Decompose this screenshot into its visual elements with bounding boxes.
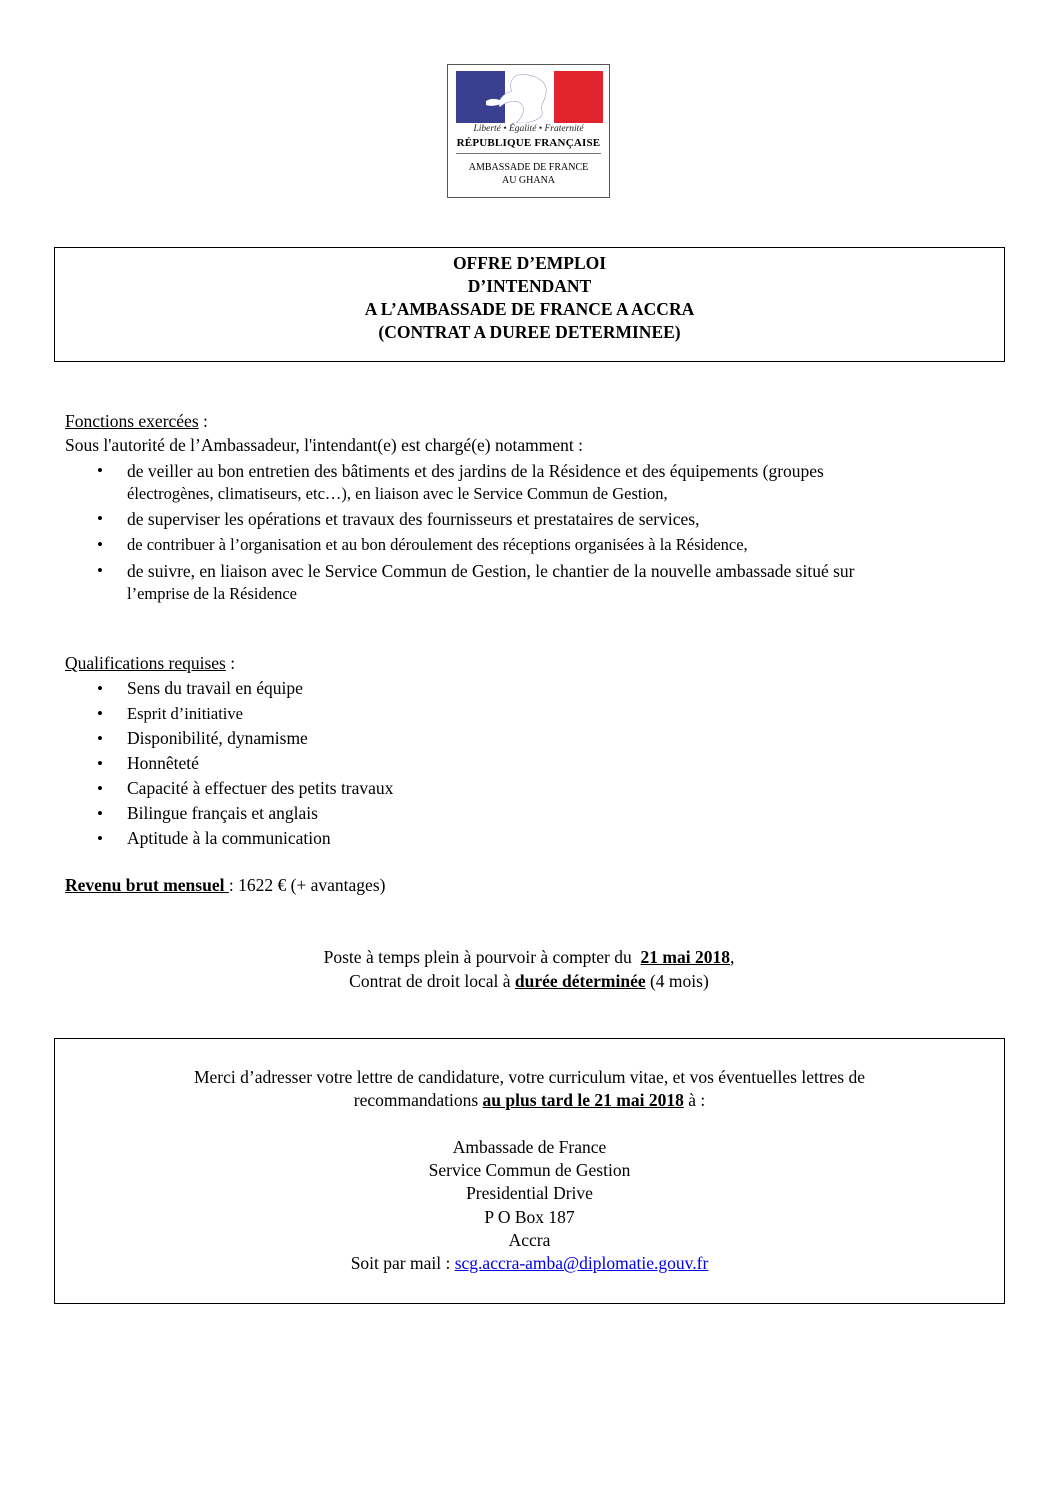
title-line-3: A L’AMBASSADE DE FRANCE A ACCRA: [364, 299, 695, 319]
revenu-label: Revenu brut mensuel: [65, 875, 229, 895]
fonctions-item-1-cont: électrogènes, climatiseurs, etc…), en liaison avec le Service Commun de Gestion,: [127, 484, 668, 503]
poste-duration: durée déterminée: [514, 971, 646, 991]
qualification-5: Capacité à effectuer des petits travaux: [127, 778, 394, 798]
list-item: [65, 726, 393, 751]
revenu-line: [65, 873, 385, 897]
list-item: [65, 507, 854, 531]
fonctions-list: [65, 459, 854, 605]
qualification-4: Honnêteté: [127, 753, 199, 773]
title-line-2: D’INTENDANT: [467, 276, 592, 296]
address-line-4: P O Box 187: [484, 1207, 575, 1227]
address-line-5: Accra: [508, 1230, 551, 1250]
contact-line-2: [55, 1090, 1004, 1111]
qualifications-heading: Qualifications requises: [65, 653, 226, 673]
contact-line-2-suffix: à :: [683, 1090, 706, 1110]
list-item: [65, 826, 393, 851]
qualification-3: Disponibilité, dynamisme: [127, 728, 308, 748]
logo-embassy-line2: AU GHANA: [501, 175, 556, 186]
qualification-2: Esprit d’initiative: [127, 704, 243, 723]
poste-line-1-prefix: Poste à temps plein à pourvoir à compter du: [323, 947, 641, 967]
revenu-value: : 1622 € (+ avantages): [228, 875, 386, 895]
fonctions-heading: Fonctions exercées: [65, 411, 199, 431]
list-item: [65, 776, 393, 801]
address-line-2: Service Commun de Gestion: [428, 1160, 631, 1180]
qualifications-heading-line: [65, 651, 235, 675]
list-item: [65, 533, 854, 557]
fonctions-item-3: de contribuer à l’organisation et au bon déroulement des réceptions organisées à la Résidence,: [127, 535, 748, 554]
mail-line: [55, 1253, 1004, 1274]
title-line-4: (CONTRAT A DUREE DETERMINEE): [378, 322, 681, 342]
poste-line-1: [0, 945, 1058, 969]
fonctions-intro: Sous l'autorité de l’Ambassadeur, l'intendant(e) est chargé(e) notamment :: [65, 435, 583, 455]
poste-line-2-prefix: Contrat de droit local à: [349, 971, 515, 991]
title-box: [54, 247, 1005, 362]
title-line-1: OFFRE D’EMPLOI: [452, 253, 607, 273]
address-line-3: Presidential Drive: [466, 1183, 593, 1203]
list-item: [65, 751, 393, 776]
list-item: [65, 459, 854, 505]
fonctions-item-4: de suivre, en liaison avec le Service Commun de Gestion, le chantier de la nouvelle ambassade situé sur: [127, 561, 855, 581]
poste-line-2-suffix: (4 mois): [645, 971, 709, 991]
logo-motto: Liberté • Égalité • Fraternité: [473, 124, 584, 134]
logo-divider: [456, 153, 601, 154]
qualifications-heading-suffix: :: [225, 653, 236, 673]
email-link[interactable]: scg.accra-amba@diplomatie.gouv.fr: [454, 1253, 709, 1273]
poste-line-1-suffix: ,: [729, 947, 735, 967]
contact-line-1: Merci d’adresser votre lettre de candidature, votre curriculum vitae, et vos éventuelles lettres de: [193, 1067, 866, 1087]
qualifications-list: [65, 676, 393, 851]
qualification-1: Sens du travail en équipe: [127, 678, 303, 698]
list-item: [65, 676, 393, 701]
contact-line-2-prefix: recommandations: [353, 1090, 483, 1110]
poste-line-2: [0, 969, 1058, 993]
fonctions-heading-suffix: :: [198, 411, 208, 431]
qualification-7: Aptitude à la communication: [127, 828, 331, 848]
logo-republic: RÉPUBLIQUE FRANÇAISE: [456, 137, 601, 149]
poste-start-date: 21 mai 2018: [640, 947, 730, 967]
list-item: [65, 559, 854, 605]
marianne-flag-icon: [456, 71, 603, 123]
contact-box: [54, 1038, 1005, 1304]
fonctions-heading-line: [65, 409, 208, 433]
list-item: [65, 801, 393, 826]
logo-embassy: [448, 161, 609, 187]
list-item: [65, 701, 393, 726]
qualification-6: Bilingue français et anglais: [127, 803, 318, 823]
republique-francaise-logo: [447, 64, 610, 198]
logo-embassy-line1: AMBASSADE DE FRANCE: [468, 162, 589, 173]
mail-prefix: Soit par mail :: [350, 1253, 455, 1273]
contact-deadline: au plus tard le 21 mai 2018: [482, 1090, 684, 1110]
fonctions-item-4-cont: l’emprise de la Résidence: [127, 584, 297, 603]
fonctions-item-1: de veiller au bon entretien des bâtiments et des jardins de la Résidence et des équipements (groupes: [127, 461, 824, 481]
address-line-1: Ambassade de France: [452, 1137, 607, 1157]
fonctions-item-2: de superviser les opérations et travaux des fournisseurs et prestataires de services,: [127, 509, 700, 529]
